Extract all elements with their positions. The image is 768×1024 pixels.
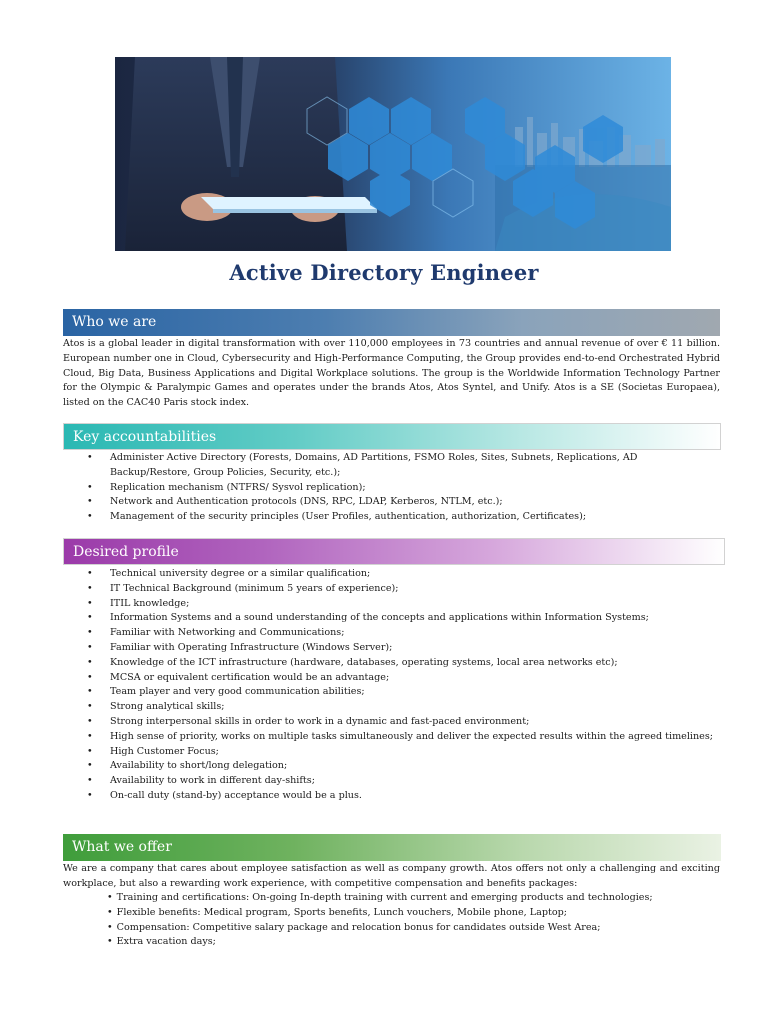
bullet-icon: • — [87, 760, 93, 772]
list-item: • Information Systems and a sound understanding of the concepts and applications within Information Systems; — [63, 611, 720, 626]
bullet-icon: • — [87, 496, 93, 508]
bullet-icon: • — [87, 568, 93, 579]
list-item: • High sense of priority, works on multiple tasks simultaneously and deliver the expected results within the agreed timelines; — [63, 730, 720, 745]
list-item: • Strong analytical skills; — [63, 700, 720, 715]
list-item: • IT Technical Background (minimum 5 years of experience); — [63, 582, 720, 597]
list-item: • Technical university degree or a similar qualification; — [63, 567, 720, 582]
list-item: • Availability to work in different day-shifts; — [63, 774, 720, 789]
section-header-desired-profile: Desired profile — [63, 538, 725, 565]
page-title: Active Directory Engineer — [229, 260, 539, 285]
list-item: • Network and Authentication protocols (DNS, RPC, LDAP, Kerberos, NTLM, etc.); — [63, 495, 720, 510]
hero-banner-image — [115, 57, 671, 251]
what-we-offer-list — [107, 891, 727, 950]
section-header-what-we-offer: What we offer — [63, 834, 721, 861]
list-item: • Knowledge of the ICT infrastructure (hardware, databases, operating systems, local area networks etc); — [63, 656, 720, 671]
bullet-icon: • — [87, 627, 93, 639]
bullet-icon: • — [87, 597, 93, 609]
desired-profile-list — [63, 567, 720, 804]
list-item: • Compensation: Competitive salary package and relocation bonus for candidates outside West Area; — [107, 921, 601, 933]
bullet-icon: • — [107, 906, 113, 918]
list-item: • Replication mechanism (NTFRS/ Sysvol replication); — [63, 481, 720, 496]
bullet-icon: • — [87, 612, 93, 624]
businessman-tablet-hexagon-cityscape-image — [115, 57, 671, 251]
bullet-icon: • — [107, 936, 113, 948]
list-item: • Flexible benefits: Medical program, Sports benefits, Lunch vouchers, Mobile phone, Laptop; — [107, 906, 567, 918]
list-item: • Extra vacation days; — [107, 936, 216, 948]
who-we-are-text: Atos is a global leader in digital transformation with over 110,000 employees in 73 countries and annual revenue of over € 11 billion. European number one in Cloud, Cybersecurity and High-Performance Computing, the Group provides end-to-end Orchestrated Hybrid Cloud, Big Data, Business Applications and Digital Workplace solutions. The group is the Worldwide Information Technology Partner for the Olympic & Paralympic Games and operates under the brands Atos, Atos Syntel, and Unify. Atos is a SE (Societas Europaea), listed on the CAC40 Paris stock index. — [63, 338, 720, 409]
bullet-icon: • — [87, 511, 93, 523]
bullet-icon: • — [87, 701, 93, 713]
list-item: • Team player and very good communication abilities; — [63, 685, 720, 700]
list-item: • High Customer Focus; — [63, 745, 720, 760]
section-header-who-we-are: Who we are — [63, 309, 720, 336]
list-item: • Administer Active Directory (Forests, Domains, AD Partitions, FSMO Roles, Sites, Subnets, Replications, AD Backup/Restore, Group Policies, Security, etc.); — [87, 452, 638, 478]
list-item: • Training and certifications: On-going In-depth training with current and emerging products and technologies; — [107, 892, 653, 903]
list-item: • ITIL knowledge; — [63, 597, 720, 612]
bullet-icon: • — [87, 730, 93, 742]
list-item: • Familiar with Networking and Communications; — [63, 626, 720, 641]
list-item: • MCSA or equivalent certification would be an advantage; — [63, 671, 720, 686]
bullet-icon: • — [87, 656, 93, 668]
bullet-icon: • — [87, 671, 93, 683]
bullet-icon: • — [87, 452, 93, 463]
key-accountabilities-list — [63, 451, 720, 525]
bullet-icon: • — [87, 641, 93, 653]
list-item: • Familiar with Operating Infrastructure (Windows Server); — [63, 641, 720, 656]
bullet-icon: • — [87, 481, 93, 493]
what-we-offer-text: We are a company that cares about employee satisfaction as well as company growth. Atos offers not only a challenging and exciting workplace, but also a rewarding work experience, with competitive compensation and benefits packages: — [63, 863, 720, 889]
bullet-icon: • — [107, 921, 113, 933]
list-item: • On-call duty (stand-by) acceptance would be a plus. — [63, 789, 720, 804]
bullet-icon: • — [87, 686, 93, 698]
list-item: • Strong interpersonal skills in order to work in a dynamic and fast-paced environment; — [63, 715, 720, 730]
bullet-icon: • — [87, 789, 93, 801]
list-item: • Management of the security principles (User Profiles, authentication, authorization, Certificates); — [63, 510, 720, 525]
list-item: • Availability to short/long delegation; — [63, 759, 720, 774]
bullet-icon: • — [87, 582, 93, 594]
bullet-icon: • — [87, 745, 93, 757]
section-header-key-accountabilities: Key accountabilities — [63, 423, 721, 450]
bullet-icon: • — [87, 775, 93, 787]
bullet-icon: • — [87, 715, 93, 727]
bullet-icon: • — [107, 892, 113, 903]
